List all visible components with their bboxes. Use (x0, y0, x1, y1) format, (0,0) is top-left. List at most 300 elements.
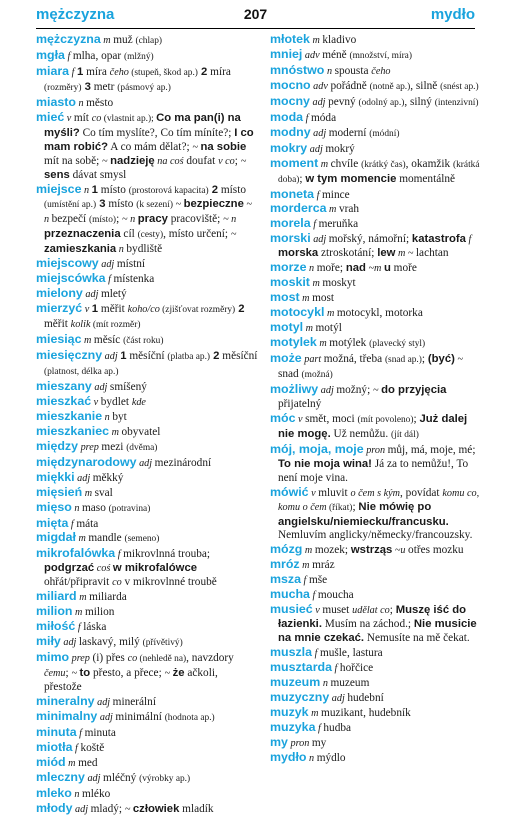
entry-note: (nehledě na) (137, 654, 187, 665)
entry-text: mince (322, 188, 350, 201)
dictionary-entry (270, 646, 480, 661)
entry-note: (možná) (301, 369, 333, 380)
entry-grammar: f (76, 727, 85, 739)
dictionary-entry (36, 605, 258, 620)
entry-grammar: f (105, 274, 114, 286)
dictionary-entry (36, 302, 258, 333)
entry-grammar: ~ (240, 155, 247, 167)
entry-note: (říkat) (326, 502, 353, 513)
entry-grammar: ~ (373, 384, 382, 396)
dictionary-entry (36, 635, 258, 651)
entry-text: místo (97, 183, 129, 196)
entry-text: hudební (347, 691, 384, 704)
entry-headword: modny (270, 124, 311, 139)
entry-grammar: n (324, 65, 335, 77)
dictionary-entry (36, 741, 258, 756)
entry-headword: mieszkanie (36, 408, 103, 423)
dictionary-entry (270, 321, 480, 336)
entry-text: místo (218, 183, 246, 196)
entry-grammar: f (465, 234, 472, 246)
entry-text: motocykl, motorka (336, 307, 423, 320)
dictionary-entry (270, 306, 480, 321)
entry-note: (snést ap.) (440, 81, 479, 92)
entry-grammar: kde (131, 396, 146, 408)
entry-grammar: čeho (371, 65, 391, 77)
dictionary-entry (270, 691, 480, 706)
entry-headword: mierzyć (36, 301, 83, 316)
entry-headword: motocykl (270, 305, 325, 320)
dictionary-entry (36, 183, 258, 258)
entry-text: Nemluvím anglicky/německy/francouzsky. (278, 529, 473, 542)
first-headword-guide: mężczyzna (36, 6, 115, 23)
entry-phrase: to (79, 667, 91, 680)
entry-headword: miliard (36, 589, 77, 604)
entry-grammar: f (64, 50, 73, 62)
entry-grammar: ~ (454, 354, 463, 366)
dictionary-entry (36, 501, 258, 517)
entry-note: (stupeň, škod ap.) (128, 67, 198, 78)
entry-text: momentálně (396, 172, 456, 185)
entry-grammar: v (91, 396, 101, 408)
dictionary-entry (270, 217, 480, 232)
entry-grammar: n (306, 263, 317, 275)
dictionary-entry (36, 456, 258, 471)
entry-text: můj, má, moje, mé; (387, 443, 476, 456)
entry-headword: mielony (36, 286, 83, 301)
entry-grammar: n (71, 788, 82, 800)
page-header (36, 6, 475, 29)
entry-text: měřit (98, 303, 128, 316)
entry-text: bydliště (126, 243, 163, 256)
entry-text: motýl (315, 322, 342, 335)
entry-headword: miesiąc (36, 332, 82, 347)
entry-headword: motylek (270, 335, 317, 350)
entry-grammar: m (65, 757, 79, 769)
entry-grammar: m (308, 707, 322, 719)
dictionary-entry (36, 49, 258, 65)
entry-grammar: m (72, 607, 85, 619)
entry-phrase: człowiek (132, 802, 180, 815)
dictionary-entry (36, 486, 258, 501)
entry-text: bezpečí (51, 213, 89, 226)
entry-note: (hodnota ap.) (164, 712, 215, 723)
entry-grammar: čeho (109, 66, 129, 78)
entry-grammar: v (295, 413, 306, 425)
dictionary-entry (270, 157, 480, 188)
entry-text: minuta (84, 726, 116, 739)
dictionary-entry (36, 33, 258, 49)
entry-grammar: f (309, 590, 318, 602)
entry-grammar: ~ n (44, 199, 252, 226)
entry-note: (cesty) (137, 230, 164, 241)
entry-text: doufat (183, 154, 219, 167)
entry-grammar: f (69, 66, 78, 78)
entry-headword: może (270, 351, 302, 366)
entry-headword: mniej (270, 46, 303, 61)
entry-headword: młotek (270, 32, 310, 46)
entry-note: (prostorová kapacita) (128, 185, 209, 196)
entry-headword: między (36, 438, 79, 453)
entry-headword: mieszkać (36, 393, 92, 408)
entry-text: muzikant, hudebník (321, 706, 411, 719)
entry-text: Musím na záchod.; (321, 618, 414, 631)
dictionary-entry (270, 48, 480, 64)
entry-headword: minuta (36, 724, 77, 739)
entry-grammar: m (309, 278, 323, 290)
entry-text: maso (82, 501, 109, 514)
entry-grammar: ~ n (122, 214, 138, 226)
entry-note: (mlžný) (124, 51, 154, 62)
entry-text: my (311, 736, 327, 749)
entry-phrase: nadzieję (110, 154, 155, 167)
entry-grammar: m (326, 204, 339, 216)
last-headword-guide: mydło (430, 6, 475, 23)
dictionary-entry (270, 558, 480, 573)
entry-grammar: co (127, 653, 138, 665)
entry-grammar: v (64, 112, 74, 124)
entry-grammar: f (68, 518, 77, 530)
dictionary-entry (36, 695, 258, 710)
entry-headword: międzynarodowy (36, 454, 137, 469)
entry-phrase: przeznaczenia (44, 228, 121, 241)
entry-text: muset (322, 604, 353, 617)
entry-text: lachtan (415, 247, 449, 260)
dictionary-entry (36, 531, 258, 547)
entry-grammar: adj (310, 234, 329, 246)
entry-headword: mydło (270, 749, 307, 764)
dictionary-entry (36, 802, 258, 817)
entry-text: ohřát/připravit (44, 576, 113, 589)
entry-grammar: m (395, 248, 408, 260)
entry-grammar: f (312, 648, 320, 660)
dictionary-entry (270, 33, 480, 48)
dictionary-entry (270, 336, 480, 352)
entry-phrase: że (172, 667, 185, 680)
entry-headword: mózg (270, 542, 303, 557)
entry-grammar: adj (94, 696, 113, 708)
entry-grammar: f (331, 663, 340, 675)
entry-text: měsíční (126, 350, 168, 363)
entry-headword: miód (36, 754, 66, 769)
entry-text: chvíle (330, 157, 362, 170)
entry-grammar: adj (60, 637, 79, 649)
entry-headword: mikrofalówka (36, 546, 116, 561)
entry-text: milion (84, 606, 115, 619)
entry-headword: miara (36, 63, 70, 78)
entry-grammar: n (102, 411, 113, 423)
entry-phrase: lew (377, 247, 396, 260)
entry-text: Já za to nemůžu!, To není moje vina. (278, 457, 469, 484)
entry-grammar: n (116, 244, 127, 256)
entry-phrase: bezpieczne (183, 198, 244, 211)
entry-text: pořádně (330, 79, 370, 92)
entry-text: mikrovlnná trouba; (123, 548, 211, 561)
entry-text: máta (76, 517, 99, 530)
entry-headword: mówić (270, 484, 309, 499)
entry-note: (umístění ap.) (44, 200, 97, 211)
entry-text: vrah (338, 203, 360, 216)
entry-headword: mgła (36, 47, 65, 62)
entry-phrase: Nie musicie na mnie czekać. (278, 618, 477, 645)
entry-text: otřes mozku (408, 544, 464, 557)
entry-headword: mój, moja, moje (270, 441, 364, 456)
entry-text: mše (308, 574, 328, 587)
entry-text: míra (83, 65, 110, 78)
entry-note: (potravina) (108, 503, 151, 514)
dictionary-entry (270, 126, 480, 142)
dictionary-entry (270, 79, 480, 95)
entry-headword: minimalny (36, 708, 98, 723)
dictionary-entry (270, 412, 480, 443)
entry-grammar: adj (307, 143, 326, 155)
entry-text: smíšený (109, 380, 147, 393)
entry-headword: miejscówka (36, 271, 106, 286)
entry-text: meruňka (318, 218, 359, 231)
entry-headword: migdał (36, 530, 76, 545)
entry-headword: most (270, 290, 300, 305)
entry-headword: miejscowy (36, 256, 99, 271)
entry-note: (přívětivý) (142, 638, 183, 649)
entry-text: mít (73, 111, 92, 124)
entry-grammar: v (312, 605, 323, 617)
dictionary-entry (36, 440, 258, 456)
entry-text: muž (113, 34, 136, 46)
entry-grammar: f (301, 575, 309, 587)
entry-text: místenka (113, 273, 155, 286)
entry-headword: mocno (270, 77, 311, 92)
entry-phrase: 2 (208, 183, 219, 196)
entry-phrase: 3 (81, 80, 91, 93)
dictionary-entry (270, 661, 480, 676)
entry-headword: mineralny (36, 693, 95, 708)
entry-note: (jít dál) (390, 429, 419, 440)
dictionary-entry (36, 257, 258, 272)
entry-headword: miotła (36, 739, 73, 754)
entry-text: minimální (115, 710, 165, 723)
entry-text: bydlet (100, 395, 132, 408)
entry-headword: motyl (270, 320, 304, 335)
entry-grammar: prep (78, 441, 102, 453)
entry-text: ; (234, 154, 241, 167)
entry-grammar: ~ (164, 668, 173, 680)
entry-text: moucha (317, 589, 354, 602)
entry-grammar: adv (302, 49, 323, 61)
entry-headword: mleczny (36, 769, 85, 784)
entry-text: moskyt (322, 277, 356, 290)
dictionary-entry (36, 287, 258, 302)
entry-note: (chlap) (135, 36, 163, 46)
entry-headword: muzyczny (270, 689, 330, 704)
dictionary-entry (270, 706, 480, 721)
entry-text: méně (322, 48, 350, 61)
left-column (36, 33, 258, 817)
entry-grammar: n (71, 502, 82, 514)
entry-note: (platba ap.) (167, 352, 211, 363)
dictionary-entry (270, 95, 480, 111)
entry-phrase: katastrofa (411, 233, 466, 246)
dictionary-entry (36, 651, 258, 695)
dictionary-entry (36, 590, 258, 605)
dictionary-entry (36, 395, 258, 410)
dictionary-entry (36, 425, 258, 440)
dictionary-entry (36, 756, 258, 771)
entry-note: (platnost, délka ap.) (44, 366, 119, 377)
dictionary-entry (270, 261, 480, 276)
entry-headword: mięso (36, 499, 72, 514)
entry-headword: miły (36, 634, 61, 649)
entry-text: byt (112, 410, 127, 423)
dictionary-entry (36, 333, 258, 349)
entry-text: snad (278, 367, 302, 380)
entry-text: možný; (336, 383, 374, 396)
entry-phrase: Muszę iść do łazienki. (278, 604, 467, 631)
entry-text: Co tím myslíte?, Co tím míníte?; (79, 126, 235, 139)
entry-grammar: m (303, 323, 316, 335)
entry-phrase: Co ma pan(i) na myśli? (44, 111, 241, 139)
entry-note: (zjišťovat rozměry) (159, 305, 236, 316)
entry-headword: miasto (36, 94, 76, 109)
dictionary-entry (270, 486, 480, 544)
entry-grammar: f (314, 189, 323, 201)
entry-grammar: ~ (192, 141, 201, 153)
entry-grammar: adj (98, 259, 117, 271)
entry-grammar: co (112, 577, 122, 589)
entry-grammar: ~m (365, 263, 384, 275)
entry-text: přijatelný (278, 397, 322, 410)
entry-grammar: m (82, 487, 95, 499)
entry-headword: muzeum (270, 674, 321, 689)
entry-phrase: wstrząs (350, 544, 393, 557)
dictionary-entry (36, 620, 258, 635)
entry-phrase: Nie mówię po angielsku/niemiecku/francusku. (278, 500, 449, 528)
entry-grammar: komu co, komu o čem (278, 487, 480, 513)
entry-phrase: u (383, 262, 391, 275)
dictionary-entry (36, 410, 258, 425)
entry-text: sval (94, 486, 113, 499)
dictionary-entry (36, 517, 258, 532)
dictionary-entry (270, 676, 480, 691)
entry-text: dávat smysl (69, 168, 127, 181)
entry-phrase: 3 (96, 198, 106, 211)
entry-text: měsíc (93, 334, 124, 347)
entry-text: med (78, 756, 98, 769)
entry-text: láska (83, 621, 107, 634)
entry-grammar: m (318, 158, 331, 170)
entry-note: (část roku) (123, 336, 164, 347)
entry-text: A co mám dělat?; (108, 140, 193, 153)
entry-text: ; (299, 172, 306, 185)
entry-text: (i) přes (92, 652, 128, 665)
entry-grammar: udělat co (352, 605, 390, 617)
entry-text: miliarda (89, 591, 127, 604)
entry-grammar: coś (94, 563, 113, 575)
entry-headword: miejsce (36, 181, 82, 196)
entry-grammar: v co (218, 155, 235, 167)
entry-headword: miesięczny (36, 348, 103, 363)
entry-phrase: do przyjęcia (381, 383, 447, 396)
entry-grammar: m (109, 426, 122, 438)
entry-headword: muzyk (270, 704, 309, 719)
entry-grammar: adv (310, 80, 331, 92)
entry-headword: moda (270, 109, 304, 124)
dictionary-entry (270, 232, 480, 261)
entry-note: (plavecký styl) (369, 339, 426, 350)
entry-text: ; (116, 213, 123, 226)
entry-text: ztroskotání; (318, 247, 378, 260)
entry-grammar: n (81, 184, 92, 196)
dictionary-entry (270, 603, 480, 646)
entry-text: minerální (112, 695, 156, 708)
entry-headword: mokry (270, 140, 308, 155)
entry-phrase: To nie moja wina! (278, 457, 372, 470)
entry-headword: mieć (36, 109, 65, 124)
entry-phrase: I co mam robić? (44, 126, 254, 153)
entry-headword: moskit (270, 275, 310, 290)
entry-grammar: adj (91, 381, 110, 393)
entry-text: mletý (100, 288, 127, 301)
entry-phrase: 1 (77, 65, 84, 78)
entry-grammar: f (310, 219, 319, 231)
entry-note: (krátká doba) (278, 159, 480, 185)
entry-text: spousta (334, 64, 372, 77)
dictionary-entry (270, 543, 480, 558)
entry-text: měřit (44, 318, 71, 331)
dictionary-entry (270, 751, 480, 766)
dictionary-entry (270, 188, 480, 203)
entry-grammar: adj (84, 772, 104, 784)
entry-text: laskavý, milý (78, 636, 143, 649)
entry-text: ; (413, 412, 420, 425)
entry-note: (pásmový ap.) (117, 82, 171, 93)
entry-headword: mężczyzna (36, 32, 101, 46)
entry-headword: morze (270, 260, 307, 275)
entry-headword: msza (270, 572, 301, 587)
entry-headword: miękki (36, 469, 75, 484)
dictionary-entry (270, 64, 480, 79)
entry-note: (notně ap.) (369, 81, 411, 92)
dictionary-entry (36, 272, 258, 287)
entry-text: měsíční (219, 350, 258, 363)
entry-note: (množství, míra) (349, 50, 412, 61)
entry-headword: morela (270, 216, 311, 231)
entry-phrase: sens (44, 168, 70, 181)
entry-note: (rozměry) (44, 82, 82, 93)
entry-text: obyvatel (121, 425, 161, 438)
entry-phrase: 2 (210, 350, 220, 363)
entry-note: (k sezení) (136, 200, 173, 211)
entry-note: (mít rozměr) (90, 320, 141, 331)
dictionary-entry (270, 721, 480, 736)
entry-grammar: adj (74, 472, 93, 484)
page-number: 207 (243, 6, 268, 22)
entry-note: (snad ap.) (384, 355, 422, 366)
entry-text: , silný (404, 95, 435, 108)
entry-headword: mróz (270, 557, 300, 572)
entry-text: mořský, námořní; (328, 233, 412, 246)
dictionary-entry (36, 380, 258, 395)
dictionary-entry (36, 547, 258, 590)
entry-phrase: (być) (427, 353, 455, 366)
entry-headword: mucha (270, 587, 310, 602)
entry-phrase: pracy (137, 213, 168, 226)
entry-text: mezinárodní (154, 456, 212, 469)
entry-grammar: kolik (70, 319, 91, 331)
entry-phrase: 2 (197, 65, 208, 78)
entry-headword: muszla (270, 645, 313, 660)
entry-grammar: adj (310, 127, 329, 139)
dictionary-entry (270, 736, 480, 751)
entry-text: Už nemůžu. (330, 427, 391, 440)
